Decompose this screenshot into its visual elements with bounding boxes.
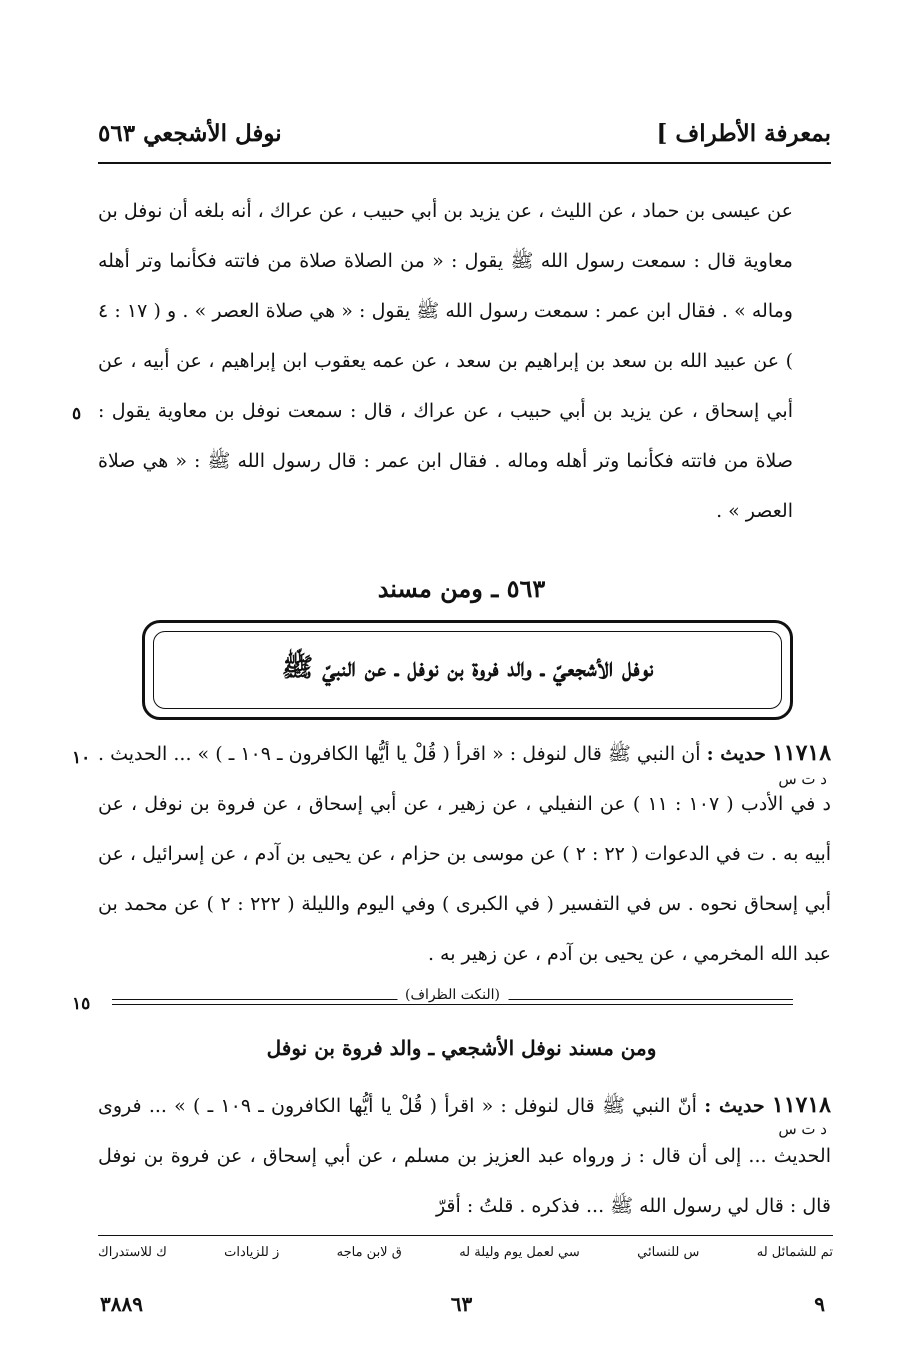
footer-left-number: ٣٨٨٩ [100, 1292, 143, 1316]
page-number: ٦٣ [450, 1292, 473, 1316]
hadith1-label: حديث : [706, 743, 766, 765]
hadith1-text: أن النبي ﷺ قال لنوفل : « اقرأ ( قُلْ يا أيُّها الكافرون ـ ١٠٩ ـ ) » ... الحديث . د في الأدب ( ١٠٧ : ١١ ) عن النفيلي ، عن زهير ، عن أبي إسحاق ، عن فروة بن نوفل ، عن أبيه به . ت في الدعوات ( ٢٢ : ٢ ) عن موسى بن حزام ، عن يحيى بن آدم ، عن إسرائيل ، عن أبي إسحاق نحوه . س في التفسير ( في الكبرى ) وفي اليوم والليلة ( ٢٢٢ : ٢ ) عن محمد بن عبد الله المخرمي ، عن يحيى بن آدم ، عن زهير به . [98, 743, 832, 965]
footnote-item: ق لابن ماجه [336, 1245, 402, 1260]
hadith2-label: حديث : [704, 1095, 765, 1117]
hadith1-codes: د ت س [778, 770, 827, 788]
hadith2-codes: د ت س [778, 1120, 827, 1138]
hadith1-number: ١١٧١٨ [771, 740, 832, 766]
hadith2-number: ١١٧١٨ [771, 1092, 831, 1118]
footnote-rule [98, 1235, 833, 1236]
footnote-item: س للنسائي [637, 1245, 700, 1260]
footnote-item: ز للزيادات [224, 1245, 280, 1260]
header-left-title: نوفل الأشجعي ٥٦٣ [98, 120, 282, 147]
line-number-5: ٥ [72, 404, 82, 424]
sub-title: ومن مسند نوفل الأشجعي ـ والد فروة بن نوفل [266, 1036, 657, 1060]
frame-title: نوفل الأشجعيّ ـ والد فروة بن نوفل ـ عن النبيّ ﷺ [153, 631, 782, 709]
divider-label: (النكت الظراف) [397, 987, 508, 1003]
footnote-item: ك للاستدراك [98, 1245, 167, 1260]
hadith2-block [98, 1080, 831, 1231]
header-right-title: بمعرفة الأطراف ] [656, 120, 831, 147]
section-divider [112, 987, 793, 1010]
footer-right-number: ٩ [814, 1292, 825, 1316]
title-frame [142, 620, 793, 720]
section-title: ٥٦٣ ـ ومن مسند [377, 574, 546, 603]
footnote-abbreviations [98, 1245, 833, 1260]
page-header [98, 112, 831, 164]
footnote-item: تم للشمائل له [756, 1245, 833, 1260]
top-paragraph: عن عيسى بن حماد ، عن الليث ، عن يزيد بن أبي حبيب ، عن عراك ، أنه بلغه أن نوفل بن معاوية قال : سمعت رسول الله ﷺ يقول : « من الصلاة صلاة من فاتته فكأنما وتر أهله وماله » . فقال ابن عمر : سمعت رسول الله ﷺ يقول : « هي صلاة العصر » . و ( ١٧ : ٤ ) عن عبيد الله بن سعد بن إبراهيم بن سعد ، عن عمه يعقوب ابن إبراهيم ، عن أبيه ، عن أبي إسحاق ، عن يزيد بن أبي حبيب ، عن عراك ، قال : سمعت نوفل بن معاوية يقول : صلاة من فاتته فكأنما وتر أهله وماله . فقال ابن عمر : قال رسول الله ﷺ : « هي صلاة العصر » . [98, 200, 793, 522]
hadith2-text: أنّ النبي ﷺ قال لنوفل : « اقرأ ( قُلْ يا أيُّها الكافرون ـ ١٠٩ ـ ) » ... فروى الحديث ... إلى أن قال : ز ورواه عبد العزيز بن مسلم ، عن أبي إسحاق ، عن فروة بن نوفل قال : قال لي رسول الله ﷺ ... فذكره . قلتُ : أقرّ [98, 1095, 831, 1217]
line-number-10: ١٠ [72, 748, 91, 768]
line-number-15: ١٥ [72, 994, 91, 1014]
footnote-item: سي لعمل يوم وليلة له [459, 1245, 580, 1260]
hadith1-block [98, 728, 831, 979]
